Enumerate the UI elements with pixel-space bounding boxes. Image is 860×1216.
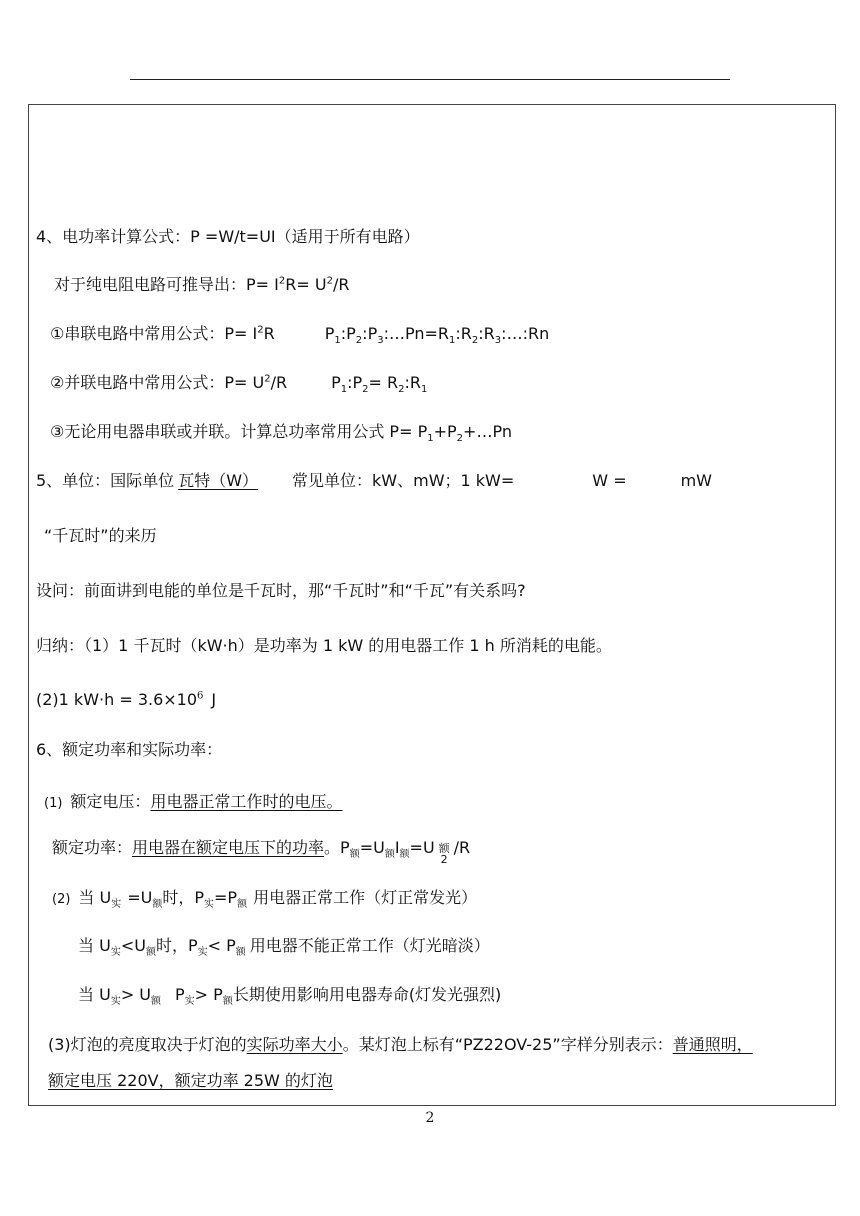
rated-voltage-line: (1) 额定电压：用电器正常工作时的电压。 — [44, 792, 343, 811]
total-power-formula: ③无论用电器串联或并联。计算总功率常用公式 $P= P_1+P_2+\dots Pn$ — [50, 422, 512, 445]
series-formula: ①串联电路中常用公式：$P= I^2R$ $P_1:P_2:P_3:\dots Pn=R_1:R_2:R_3:\dots:Rn$ — [50, 324, 550, 347]
section-4-formula: 4、电功率计算公式：P =W/t=UI（适用于所有电路） — [36, 227, 420, 246]
condition-greater: 当 $U_实> U_额$ $P_实> P_额$长期使用影响用电器寿命(灯发光强烈) — [78, 985, 502, 1008]
rated-voltage-squared: 额 2 — [438, 842, 450, 866]
bulb-brightness-line: (3)灯泡的亮度取决于灯泡的实际功率大小。某灯泡上标有“PZ22OV-25”字样分别表示：普通照明， — [48, 1035, 753, 1054]
summary-line-1: 归纳：（1）1 千瓦时（kW·h）是功率为 1 kW 的用电器工作 1 h 所消耗的电能。 — [36, 636, 612, 655]
section-6-heading: 6、额定功率和实际功率： — [36, 740, 223, 759]
pure-resistor-formula: 对于纯电阻电路可推导出：$P= I^2R= U^2/R$ — [54, 275, 350, 294]
condition-equal: (2) 当 $U_实 =U_额$时，$P_实=P_额$ 用电器正常工作（灯正常发光） — [52, 888, 478, 911]
kwh-origin-heading: “千瓦时”的来历 — [44, 526, 157, 545]
page-number: 2 — [425, 1110, 435, 1126]
condition-less: 当 $U_实<U_额$时，$P_实< P_额$ 用电器不能正常工作（灯光暗淡） — [78, 936, 490, 959]
parallel-formula: ②并联电路中常用公式：$P= U^2/R$ $P_1:P_2=$ $R_2:R_1$ — [50, 373, 428, 396]
header-rule — [130, 79, 730, 80]
summary-line-2: (2)1 $kW\cdot h = 3.6\times 10^6$ J — [36, 690, 217, 709]
section-5-units: 5、单位：国际单位 瓦特（W） 常见单位：kW、mW；1 kW= W = mW — [36, 471, 712, 490]
bulb-rating-line: 额定电压 220V，额定功率 25W 的灯泡 — [48, 1071, 333, 1090]
question-line: 设问：前面讲到电能的单位是千瓦时，那“千瓦时”和“千瓦”有关系吗? — [36, 581, 526, 600]
rated-power-line: 额定功率：用电器在额定电压下的功率。$P_额=U_额I_额=U$ 额 2/R — [52, 838, 471, 866]
